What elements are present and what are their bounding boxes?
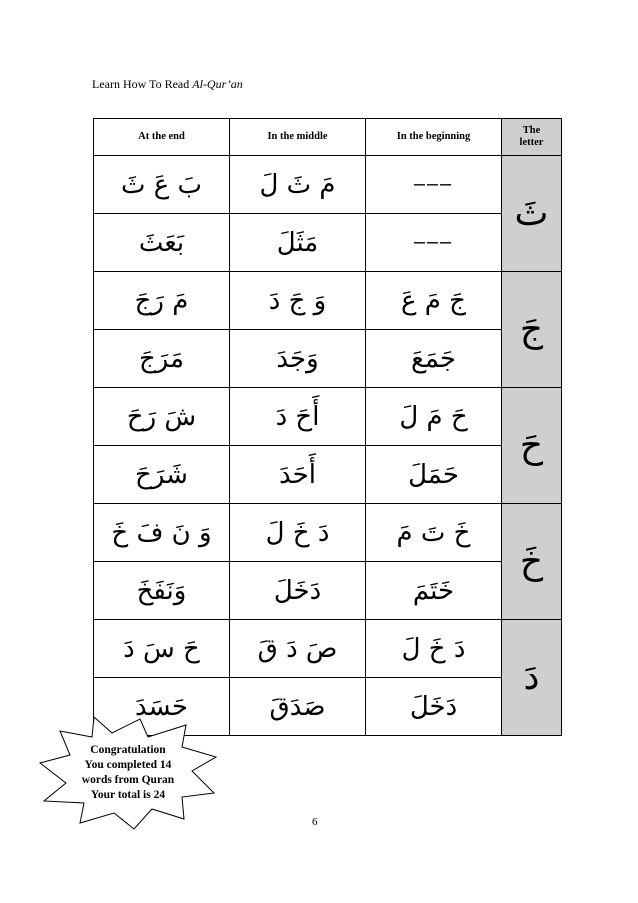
table-row [94,562,562,620]
cell-middle: مَ ثَ لَ [230,156,366,214]
cell-end: بَ عَ ثَ [94,156,230,214]
col-header-end: At the end [94,119,230,156]
table-row [94,620,562,678]
header-italic-text: Al-Qur’an [192,77,243,91]
cell-middle: وَجَدَ [230,330,366,388]
cell-end: مَرَجَ [94,330,230,388]
page-number: 6 [312,816,318,828]
table-row [94,504,562,562]
congratulation-badge [36,713,220,831]
cell-beginning: ––– [366,156,502,214]
col-header-letter-line2: letter [519,137,544,148]
cell-beginning: دَخَلَ [366,678,502,736]
cell-middle: أَحَدَ [230,446,366,504]
cell-middle: وَ جَ دَ [230,272,366,330]
col-header-letter [502,119,562,156]
cell-end: حَسَدَ [94,678,230,736]
cell-middle: صَدَقَ [230,678,366,736]
page-header [92,77,243,92]
cell-beginning: دَ خَ لَ [366,620,502,678]
badge-text [36,743,220,803]
header-text: Learn How To Read [92,77,193,91]
cell-beginning: جَمَعَ [366,330,502,388]
cell-beginning: حَ مَ لَ [366,388,502,446]
letter-cell: حَ [502,388,562,504]
table-row [94,446,562,504]
col-header-letter-line1: The [522,125,541,136]
badge-line: Congratulation [90,744,166,756]
cell-end: شَرَحَ [94,446,230,504]
letter-cell: خَ [502,504,562,620]
col-header-middle: In the middle [230,119,366,156]
cell-end: حَ سَ دَ [94,620,230,678]
table-row [94,330,562,388]
letter-cell: دَ [502,620,562,736]
table-row [94,388,562,446]
cell-middle: دَ خَ لَ [230,504,366,562]
cell-end: مَ رَجَ [94,272,230,330]
table-row [94,272,562,330]
col-header-beginning: In the beginning [366,119,502,156]
table-header-row [94,119,562,156]
cell-beginning: خَتَمَ [366,562,502,620]
letter-cell: ثَ [502,156,562,272]
cell-middle: مَثَلَ [230,214,366,272]
badge-line: words from Quran [81,774,175,786]
badge-line: You completed 14 [84,759,172,771]
cell-end: وَ نَ فَ خَ [94,504,230,562]
table-row [94,214,562,272]
cell-end: بَعَثَ [94,214,230,272]
cell-middle: صَ دَ قَ [230,620,366,678]
cell-beginning: ––– [366,214,502,272]
cell-beginning: حَمَلَ [366,446,502,504]
cell-end: وَنَفَخَ [94,562,230,620]
badge-line: Your total is 24 [90,789,166,801]
cell-beginning: جَ مَ عَ [366,272,502,330]
letters-table [93,118,562,736]
cell-middle: أَحَ دَ [230,388,366,446]
table-row [94,156,562,214]
cell-beginning: خَ تَ مَ [366,504,502,562]
cell-end: شَ رَحَ [94,388,230,446]
cell-middle: دَخَلَ [230,562,366,620]
letter-cell: جَ [502,272,562,388]
